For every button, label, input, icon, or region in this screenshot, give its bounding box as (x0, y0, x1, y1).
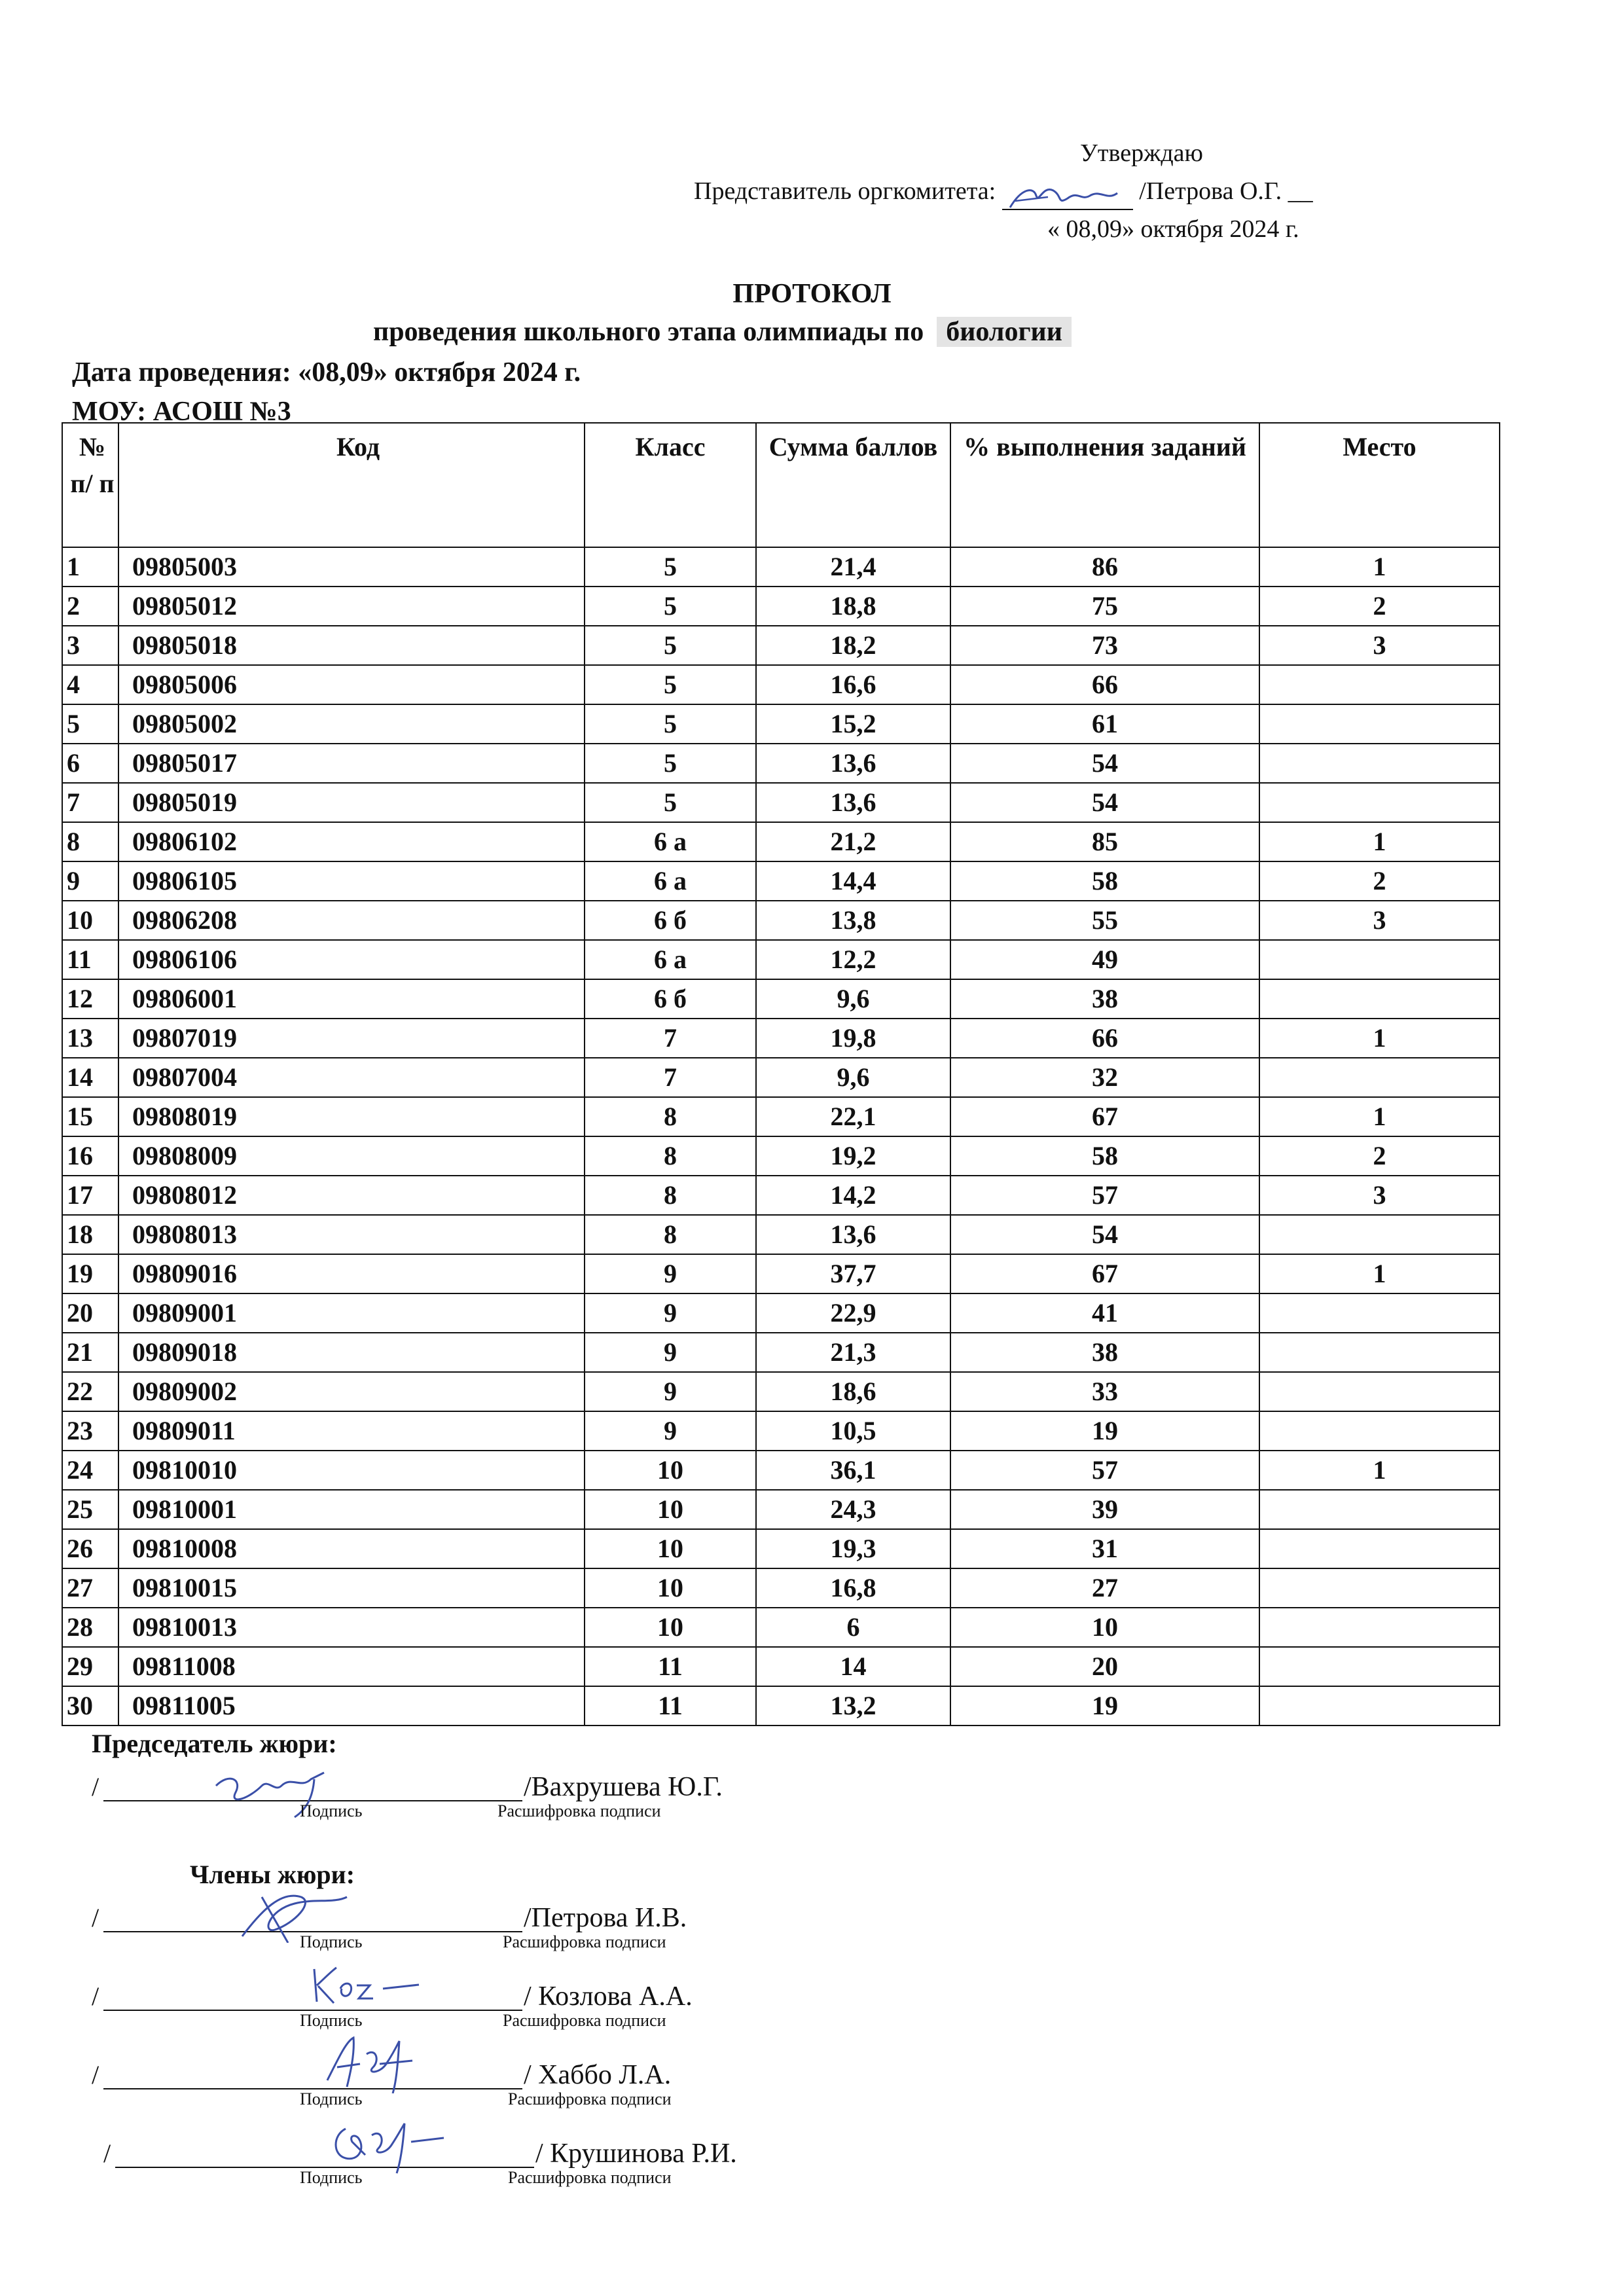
member-name: / Хаббо Л.А. (524, 2060, 672, 2090)
table-header-row (62, 423, 1500, 547)
place-cell (1259, 744, 1500, 783)
class-cell: 6 а (585, 940, 756, 979)
representative-signature-mark (1002, 181, 1133, 214)
class-cell: 6 а (585, 861, 756, 901)
percent-cell: 66 (950, 665, 1259, 704)
class-cell: 8 (585, 1176, 756, 1215)
score-cell: 13,6 (756, 744, 950, 783)
place-cell: 2 (1259, 1136, 1500, 1176)
class-cell: 10 (585, 1451, 756, 1490)
participant-code-cell: 09810013 (118, 1608, 585, 1647)
score-cell: 19,8 (756, 1019, 950, 1058)
participant-code-cell: 09810008 (118, 1529, 585, 1568)
place-cell: 1 (1259, 822, 1500, 861)
class-cell: 6 б (585, 901, 756, 940)
percent-cell: 54 (950, 1215, 1259, 1254)
row-number-cell: 8 (62, 822, 118, 861)
participant-code-cell: 09808019 (118, 1097, 585, 1136)
jury-block (0, 1728, 1624, 2252)
row-number-cell: 16 (62, 1136, 118, 1176)
place-cell: 1 (1259, 1019, 1500, 1058)
class-cell: 5 (585, 744, 756, 783)
school-name: МОУ: АСОШ №3 (72, 397, 291, 427)
score-cell: 16,8 (756, 1568, 950, 1608)
percent-cell: 19 (950, 1686, 1259, 1726)
percent-cell: 73 (950, 626, 1259, 665)
row-number-cell: 11 (62, 940, 118, 979)
protocol-subtitle-text: проведения школьного этапа олимпиады по (373, 317, 924, 347)
table-row (62, 626, 1500, 665)
participant-code-cell: 09809001 (118, 1293, 585, 1333)
class-cell: 10 (585, 1568, 756, 1608)
percent-cell: 31 (950, 1529, 1259, 1568)
class-cell: 6 б (585, 979, 756, 1019)
column-header-number: № п/ п (62, 423, 118, 547)
members-heading: Члены жюри: (190, 1860, 355, 1889)
percent-cell: 38 (950, 979, 1259, 1019)
score-cell: 19,2 (756, 1136, 950, 1176)
participant-code-cell: 09809016 (118, 1254, 585, 1293)
score-cell: 22,1 (756, 1097, 950, 1136)
class-cell: 7 (585, 1019, 756, 1058)
row-number-cell: 14 (62, 1058, 118, 1097)
chair-name: /Вахрушева Ю.Г. (524, 1772, 723, 1802)
row-number-cell: 23 (62, 1411, 118, 1451)
place-cell (1259, 1647, 1500, 1686)
member-signature-row (92, 2048, 812, 2108)
score-cell: 13,8 (756, 901, 950, 940)
decode-caption: Расшифровка подписи (503, 1932, 666, 1951)
signature-caption: Подпись (300, 1932, 363, 1951)
percent-cell: 20 (950, 1647, 1259, 1686)
place-cell (1259, 1686, 1500, 1726)
row-number-cell: 5 (62, 704, 118, 744)
place-cell (1259, 1215, 1500, 1254)
class-cell: 9 (585, 1411, 756, 1451)
table-row (62, 822, 1500, 861)
percent-cell: 33 (950, 1372, 1259, 1411)
class-cell: 7 (585, 1058, 756, 1097)
percent-cell: 27 (950, 1568, 1259, 1608)
signature-caption: Подпись (300, 2168, 363, 2187)
score-cell: 22,9 (756, 1293, 950, 1333)
participant-code-cell: 09807004 (118, 1058, 585, 1097)
row-number-cell: 9 (62, 861, 118, 901)
member-signature-mark (308, 1956, 439, 2015)
column-header-class: Класс (585, 423, 756, 547)
place-cell: 1 (1259, 547, 1500, 587)
score-cell: 14,2 (756, 1176, 950, 1215)
column-header-score: Сумма баллов (756, 423, 950, 547)
member-name: / Крушинова Р.И. (535, 2139, 737, 2169)
row-number-cell: 25 (62, 1490, 118, 1529)
participant-code-cell: 09806106 (118, 940, 585, 979)
row-number-cell: 13 (62, 1019, 118, 1058)
participant-code-cell: 09806105 (118, 861, 585, 901)
participant-code-cell: 09806001 (118, 979, 585, 1019)
class-cell: 10 (585, 1608, 756, 1647)
decode-caption: Расшифровка подписи (503, 2011, 666, 2030)
row-number-cell: 21 (62, 1333, 118, 1372)
table-row (62, 1647, 1500, 1686)
participant-code-cell: 09805017 (118, 744, 585, 783)
place-cell (1259, 1411, 1500, 1451)
participant-code-cell: 09809011 (118, 1411, 585, 1451)
participant-code-cell: 09808013 (118, 1215, 585, 1254)
row-number-cell: 19 (62, 1254, 118, 1293)
table-row (62, 1608, 1500, 1647)
place-cell (1259, 1608, 1500, 1647)
table-row (62, 1215, 1500, 1254)
percent-cell: 39 (950, 1490, 1259, 1529)
place-cell: 1 (1259, 1097, 1500, 1136)
score-cell: 16,6 (756, 665, 950, 704)
participant-code-cell: 09807019 (118, 1019, 585, 1058)
row-number-cell: 17 (62, 1176, 118, 1215)
row-number-cell: 22 (62, 1372, 118, 1411)
place-cell (1259, 783, 1500, 822)
signature-caption: Подпись (300, 1801, 363, 1820)
table-row (62, 783, 1500, 822)
participant-code-cell: 09806102 (118, 822, 585, 861)
percent-cell: 86 (950, 547, 1259, 587)
place-cell (1259, 940, 1500, 979)
percent-cell: 10 (950, 1608, 1259, 1647)
table-row (62, 979, 1500, 1019)
place-cell: 1 (1259, 1451, 1500, 1490)
column-header-code: Код (118, 423, 585, 547)
score-cell: 21,2 (756, 822, 950, 861)
participant-code-cell: 09810015 (118, 1568, 585, 1608)
place-cell: 1 (1259, 1254, 1500, 1293)
member-signature-mark (314, 2028, 445, 2093)
place-cell (1259, 1372, 1500, 1411)
class-cell: 5 (585, 587, 756, 626)
table-row (62, 587, 1500, 626)
table-row (62, 1097, 1500, 1136)
table-row (62, 665, 1500, 704)
representative-label: Представитель оргкомитета: (694, 177, 996, 205)
table-row (62, 1411, 1500, 1451)
place-cell: 3 (1259, 1176, 1500, 1215)
member-signature-mark (319, 2109, 463, 2175)
decode-caption: Расшифровка подписи (508, 2089, 672, 2108)
percent-cell: 57 (950, 1451, 1259, 1490)
class-cell: 5 (585, 626, 756, 665)
signature-caption: Подпись (300, 2089, 363, 2108)
representative-name: /Петрова О.Г. __ (1139, 177, 1313, 205)
place-cell (1259, 1058, 1500, 1097)
row-number-cell: 7 (62, 783, 118, 822)
row-number-cell: 18 (62, 1215, 118, 1254)
percent-cell: 19 (950, 1411, 1259, 1451)
signature-caption: Подпись (300, 2011, 363, 2030)
table-row (62, 1254, 1500, 1293)
participant-code-cell: 09805002 (118, 704, 585, 744)
table-row (62, 1451, 1500, 1490)
class-cell: 6 а (585, 822, 756, 861)
table-body (62, 547, 1500, 1726)
place-cell: 3 (1259, 626, 1500, 665)
score-cell: 9,6 (756, 979, 950, 1019)
table-row (62, 861, 1500, 901)
participant-code-cell: 09805019 (118, 783, 585, 822)
row-number-cell: 3 (62, 626, 118, 665)
member-signature-row (103, 2126, 823, 2187)
class-cell: 9 (585, 1254, 756, 1293)
place-cell (1259, 1293, 1500, 1333)
percent-cell: 49 (950, 940, 1259, 979)
class-cell: 8 (585, 1097, 756, 1136)
table-row (62, 1019, 1500, 1058)
row-number-cell: 10 (62, 901, 118, 940)
place-cell (1259, 979, 1500, 1019)
table-row (62, 744, 1500, 783)
row-number-cell: 26 (62, 1529, 118, 1568)
class-cell: 8 (585, 1215, 756, 1254)
participant-code-cell: 09805018 (118, 626, 585, 665)
class-cell: 10 (585, 1529, 756, 1568)
row-number-cell: 27 (62, 1568, 118, 1608)
percent-cell: 61 (950, 704, 1259, 744)
table-row (62, 704, 1500, 744)
class-cell: 8 (585, 1136, 756, 1176)
percent-cell: 55 (950, 901, 1259, 940)
percent-cell: 32 (950, 1058, 1259, 1097)
percent-cell: 58 (950, 861, 1259, 901)
decode-caption: Расшифровка подписи (508, 2168, 672, 2187)
chair-signature-row (92, 1760, 812, 1820)
score-cell: 14,4 (756, 861, 950, 901)
table-row (62, 940, 1500, 979)
table-row (62, 1293, 1500, 1333)
score-cell: 18,8 (756, 587, 950, 626)
row-number-cell: 2 (62, 587, 118, 626)
row-number-cell: 29 (62, 1647, 118, 1686)
class-cell: 5 (585, 547, 756, 587)
row-number-cell: 20 (62, 1293, 118, 1333)
slash-mark: / (103, 2139, 111, 2168)
percent-cell: 67 (950, 1254, 1259, 1293)
event-date: Дата проведения: «08,09» октября 2024 г. (72, 357, 581, 388)
place-cell (1259, 1529, 1500, 1568)
slash-mark: / (92, 1903, 99, 1932)
percent-cell: 54 (950, 744, 1259, 783)
table-row (62, 1136, 1500, 1176)
participant-code-cell: 09805006 (118, 665, 585, 704)
percent-cell: 54 (950, 783, 1259, 822)
place-cell (1259, 1568, 1500, 1608)
row-number-cell: 28 (62, 1608, 118, 1647)
participant-code-cell: 09808009 (118, 1136, 585, 1176)
percent-cell: 85 (950, 822, 1259, 861)
participant-code-cell: 09809002 (118, 1372, 585, 1411)
class-cell: 11 (585, 1647, 756, 1686)
row-number-cell: 12 (62, 979, 118, 1019)
slash-mark: / (92, 2060, 99, 2089)
row-number-cell: 6 (62, 744, 118, 783)
row-number-cell: 15 (62, 1097, 118, 1136)
approval-date: « 08,09» октября 2024 г. (1047, 215, 1299, 243)
row-number-cell: 4 (62, 665, 118, 704)
table-row (62, 1333, 1500, 1372)
score-cell: 13,2 (756, 1686, 950, 1726)
score-cell: 19,3 (756, 1529, 950, 1568)
member-signature-row (92, 1890, 812, 1951)
participant-code-cell: 09806208 (118, 901, 585, 940)
chair-heading: Председатель жюри: (92, 1729, 337, 1758)
place-cell: 2 (1259, 587, 1500, 626)
class-cell: 9 (585, 1372, 756, 1411)
score-cell: 37,7 (756, 1254, 950, 1293)
score-cell: 6 (756, 1608, 950, 1647)
percent-cell: 57 (950, 1176, 1259, 1215)
approval-title: Утверждаю (1080, 139, 1203, 167)
table-row (62, 1686, 1500, 1726)
class-cell: 9 (585, 1293, 756, 1333)
participant-code-cell: 09810001 (118, 1490, 585, 1529)
score-cell: 14 (756, 1647, 950, 1686)
place-cell (1259, 704, 1500, 744)
protocol-subtitle (373, 316, 1072, 348)
table-row (62, 1176, 1500, 1215)
member-name: / Козлова А.А. (524, 1981, 693, 2012)
score-cell: 10,5 (756, 1411, 950, 1451)
protocol-title: ПРОТОКОЛ (732, 279, 892, 309)
results-table (62, 422, 1500, 1726)
table-row (62, 1058, 1500, 1097)
column-header-place: Место (1259, 423, 1500, 547)
row-number-cell: 1 (62, 547, 118, 587)
class-cell: 5 (585, 665, 756, 704)
score-cell: 9,6 (756, 1058, 950, 1097)
score-cell: 12,2 (756, 940, 950, 979)
place-cell: 3 (1259, 901, 1500, 940)
table-row (62, 1372, 1500, 1411)
table-row (62, 547, 1500, 587)
place-cell (1259, 1490, 1500, 1529)
participant-code-cell: 09805012 (118, 587, 585, 626)
score-cell: 24,3 (756, 1490, 950, 1529)
percent-cell: 41 (950, 1293, 1259, 1333)
score-cell: 13,6 (756, 1215, 950, 1254)
place-cell: 2 (1259, 861, 1500, 901)
score-cell: 21,3 (756, 1333, 950, 1372)
participant-code-cell: 09811005 (118, 1686, 585, 1726)
table-row (62, 901, 1500, 940)
score-cell: 15,2 (756, 704, 950, 744)
column-header-percent: % выполнения заданий (950, 423, 1259, 547)
representative-signature (1002, 185, 1133, 210)
row-number-cell: 24 (62, 1451, 118, 1490)
participant-code-cell: 09810010 (118, 1451, 585, 1490)
slash-mark: / (92, 1981, 99, 2011)
score-cell: 18,2 (756, 626, 950, 665)
score-cell: 21,4 (756, 547, 950, 587)
class-cell: 5 (585, 704, 756, 744)
class-cell: 9 (585, 1333, 756, 1372)
row-number-cell: 30 (62, 1686, 118, 1726)
decode-caption: Расшифровка подписи (497, 1801, 661, 1820)
percent-cell: 38 (950, 1333, 1259, 1372)
participant-code-cell: 09808012 (118, 1176, 585, 1215)
percent-cell: 67 (950, 1097, 1259, 1136)
class-cell: 5 (585, 783, 756, 822)
participant-code-cell: 09811008 (118, 1647, 585, 1686)
slash-mark: / (92, 1772, 99, 1801)
percent-cell: 75 (950, 587, 1259, 626)
member-signature-row (92, 1969, 812, 2030)
table-row (62, 1568, 1500, 1608)
place-cell (1259, 1333, 1500, 1372)
class-cell: 11 (585, 1686, 756, 1726)
score-cell: 18,6 (756, 1372, 950, 1411)
protocol-subject: биологии (937, 317, 1072, 347)
participant-code-cell: 09805003 (118, 547, 585, 587)
percent-cell: 66 (950, 1019, 1259, 1058)
score-cell: 13,6 (756, 783, 950, 822)
participant-code-cell: 09809018 (118, 1333, 585, 1372)
approval-representative-line (694, 172, 1313, 210)
class-cell: 10 (585, 1490, 756, 1529)
member-name: /Петрова И.В. (524, 1903, 687, 1933)
table-row (62, 1529, 1500, 1568)
percent-cell: 58 (950, 1136, 1259, 1176)
score-cell: 36,1 (756, 1451, 950, 1490)
table-row (62, 1490, 1500, 1529)
place-cell (1259, 665, 1500, 704)
